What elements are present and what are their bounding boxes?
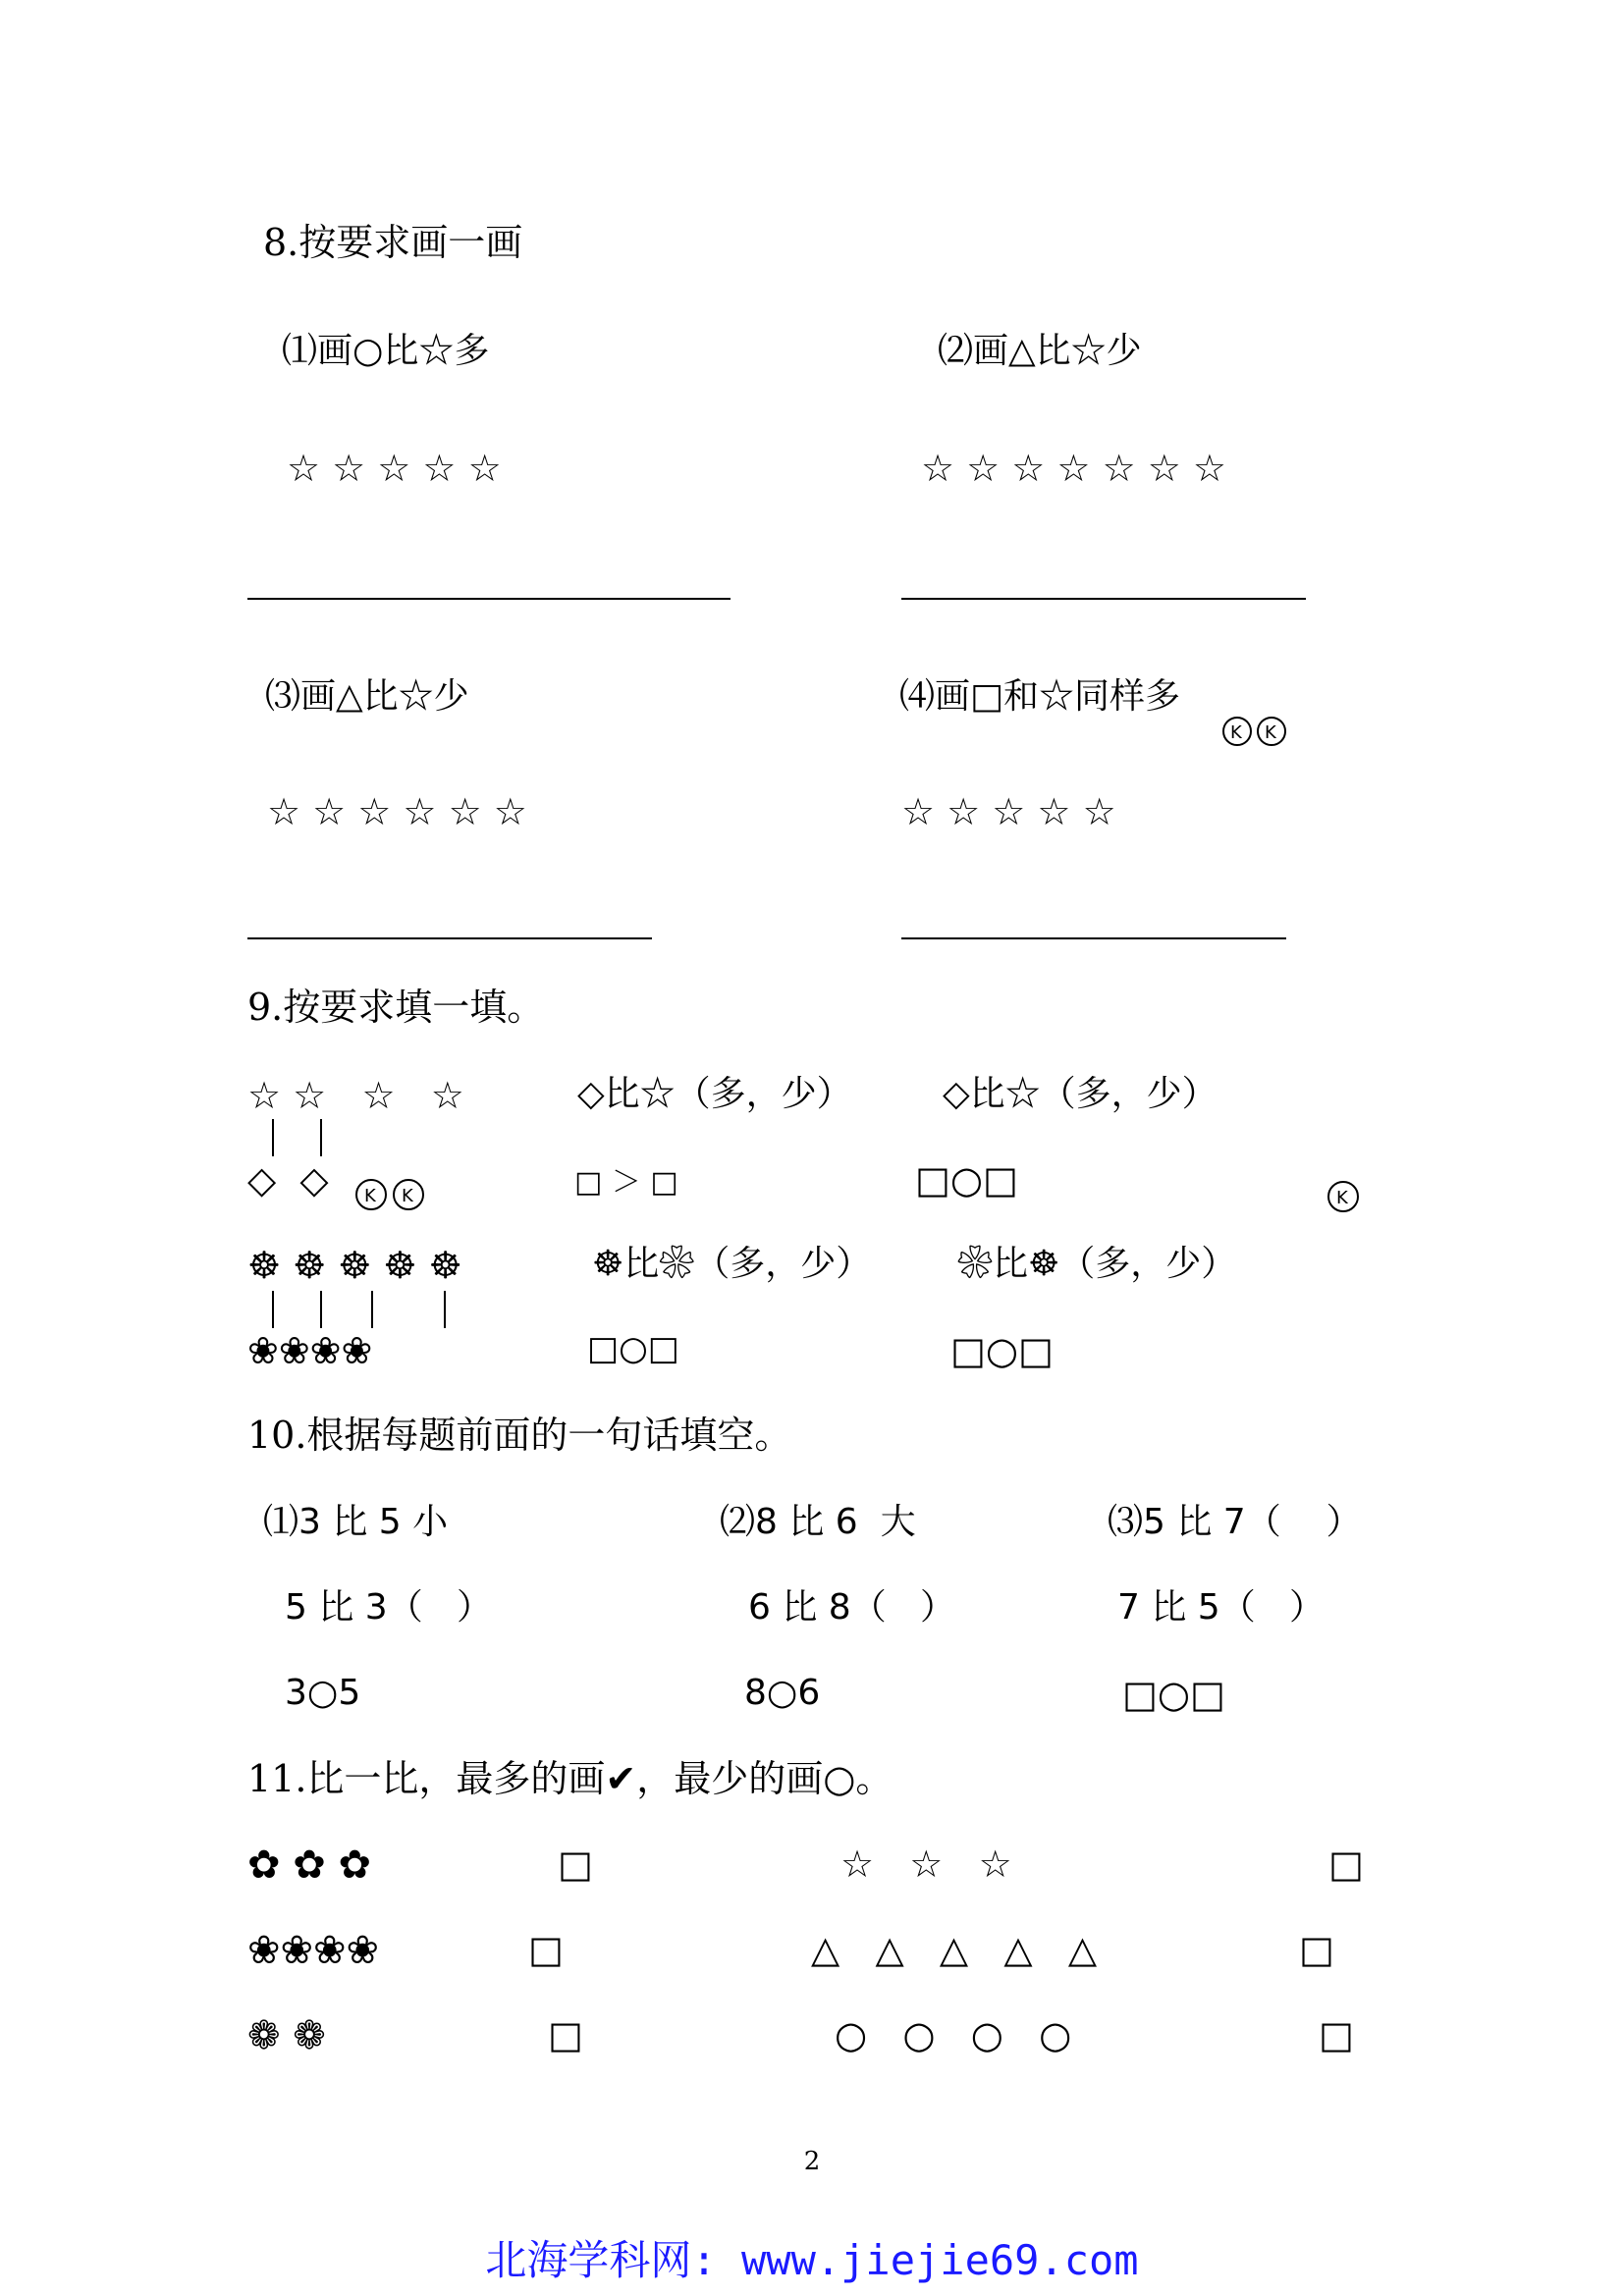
page-number: 2 [803,2147,821,2176]
q10-c3-line1[interactable]: ⑶5 比 7（ ） [1108,1502,1362,1542]
q9-row1-stars: ☆ ☆ ☆ ☆ [247,1074,464,1117]
q8-part3-label: ⑶画△比☆少 [265,676,469,717]
q9-row2-prompt-b: ❀比☸（多，少） [957,1244,1237,1284]
q11-right-row1-box[interactable]: □ [1328,1842,1364,1886]
q9-title: 9.按要求填一填。 [247,986,545,1029]
q9-row2-prompt-a: ☸比❀（多，少） [592,1244,872,1284]
q8-part2-label: ⑵画△比☆少 [938,331,1142,371]
q9-row1-prompt-a: ◇比☆（多，少） [577,1074,852,1114]
q10-c3-line2[interactable]: 7 比 5（ ） [1117,1587,1326,1628]
q8-part2-stars: ☆ ☆ ☆ ☆ ☆ ☆ ☆ [921,447,1226,490]
match-line [371,1291,373,1328]
q10-c1-line3[interactable]: 3○5 [285,1673,361,1713]
k-icon [1198,679,1289,755]
svg-text:K: K [402,1186,413,1206]
q8-part4-answer-line[interactable] [901,937,1286,939]
k-icon [344,1161,428,1215]
svg-text:K: K [1229,722,1242,743]
q10-c2-line1: ⑵8 比 6 大 [720,1502,916,1542]
q11-right-row3-box[interactable]: □ [1319,2013,1354,2056]
q10-c2-line2[interactable]: 6 比 8（ ） [748,1587,956,1628]
q8-part2-answer-line[interactable] [901,598,1306,600]
q10-c2-line3[interactable]: 8○6 [744,1673,821,1713]
q11-left-row1-box[interactable]: □ [558,1842,593,1886]
q11-left-row2-items: ❀❀❀❀ [247,1928,380,1973]
q8-part3-answer-line[interactable] [247,937,652,939]
q8-title: 8.按要求画一画 [263,221,523,264]
svg-text:K: K [364,1186,376,1206]
match-line [272,1119,274,1156]
q10-c1-line1: ⑴3 比 5 小 [263,1502,449,1542]
match-line [272,1291,274,1328]
q10-c1-line2[interactable]: 5 比 3（ ） [285,1587,493,1628]
q11-right-row3-items: ○ ○ ○ ○ [835,2013,1072,2056]
q11-title: 11.比一比，最多的画✔，最少的画○。 [247,1757,893,1800]
q11-right-row1-items: ☆ ☆ ☆ [840,1842,1012,1886]
match-line [444,1291,446,1328]
q8-part3-stars: ☆ ☆ ☆ ☆ ☆ ☆ [267,790,527,833]
svg-text:K: K [1264,722,1276,743]
q9-row2-compare-a[interactable]: □○□ [587,1329,679,1368]
q8-part4-stars: ☆ ☆ ☆ ☆ ☆ [901,790,1116,833]
q9-row1-compare-a[interactable]: □ ＞ □ [574,1165,678,1200]
svg-text:K: K [1336,1188,1348,1208]
match-line [320,1119,322,1156]
q11-left-row2-box[interactable]: □ [528,1928,564,1971]
q11-left-row1-items: ✿ ✿ ✿ [247,1842,371,1888]
q11-left-row3-items: ❁ ❁ [247,2013,326,2058]
q11-right-row2-box[interactable]: □ [1299,1928,1334,1971]
q9-row1-diamonds: ◇ ◇ [247,1158,329,1201]
match-line [320,1291,322,1328]
q8-part1-label: ⑴画○比☆多 [282,331,490,371]
q8-part1-answer-line[interactable] [247,598,731,600]
q9-row1-compare-b[interactable]: □○□ [915,1158,1018,1201]
q11-left-row3-box[interactable]: □ [548,2013,583,2056]
q9-row2-compare-b[interactable]: □○□ [950,1329,1054,1372]
q10-title: 10.根据每题前面的一句话填空。 [247,1414,792,1457]
footer-watermark[interactable]: 北海学科网: www.jiejie69.com [485,2236,1139,2284]
k-icon [1316,1163,1361,1217]
q8-part1-stars: ☆ ☆ ☆ ☆ ☆ [287,447,502,490]
q10-c3-line3[interactable]: □○□ [1122,1673,1225,1716]
q9-row1-prompt-b: ◇比☆（多，少） [943,1074,1218,1114]
q8-part4-label: ⑷画□和☆同样多 [899,676,1181,717]
q9-row2-wheels: ☸ ☸ ☸ ☸ ☸ [247,1244,462,1287]
q9-row2-flowers: ❀❀❀❀ [247,1329,373,1372]
q11-right-row2-items: △ △ △ △ △ [811,1928,1098,1971]
